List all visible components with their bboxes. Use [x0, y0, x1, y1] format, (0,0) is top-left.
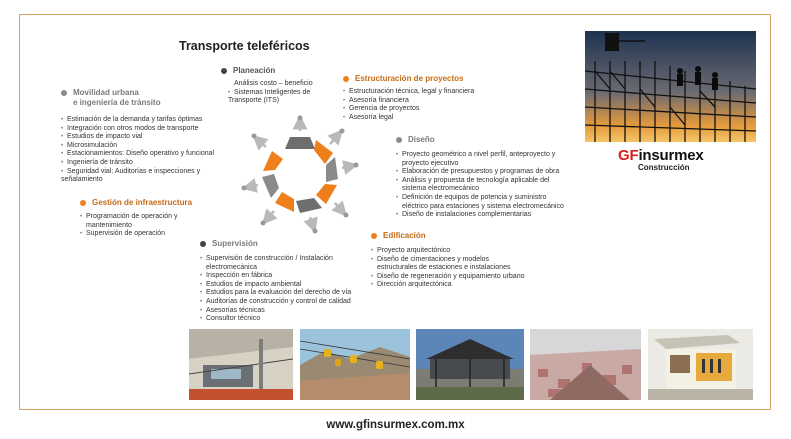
list-item: proyecto ejecutivo — [402, 159, 459, 167]
construction-photo — [585, 31, 756, 142]
list-item: • Estacionamientos: Diseño operativo y funcional — [61, 150, 241, 159]
service-cycle-diagram — [238, 113, 362, 237]
list-item: • Auditorías de construcción y control de calidad — [200, 298, 370, 307]
photo-cable-car-station — [189, 329, 293, 400]
section-diseno — [396, 135, 586, 220]
list-item: • Proyecto geométrico a nivel perfil, anteproyecto y — [396, 151, 586, 160]
list-item: Transporte (ITS) — [228, 97, 280, 105]
bullet-dot-icon — [80, 200, 86, 206]
list-item: • Integración con otros modos de transporte — [61, 125, 241, 134]
list-item: • Supervisión de construcción / Instalación — [200, 255, 370, 264]
list-item: • Diseño de instalaciones complementarias — [396, 211, 586, 220]
company-logo — [618, 147, 738, 172]
list-item: • Estructuración técnica, legal y financiera — [343, 88, 543, 97]
section-heading: Edificación — [383, 231, 426, 240]
list-item: • Inspección en fábrica — [200, 272, 370, 281]
bullet-dot-icon — [371, 233, 377, 239]
photo-cable-cars-city — [300, 329, 410, 400]
list-item: • Elaboración de presupuestos y programas de obra — [396, 168, 586, 177]
list-item: • Estimación de la demanda y tarifas óptimas — [61, 116, 241, 125]
list-item: • Estudios para la evaluación del derecho de vía — [200, 289, 370, 298]
list-item: • Programación de operación y — [80, 213, 210, 222]
arrow-tip-dots — [242, 116, 359, 234]
section-heading: Planeación — [233, 66, 276, 75]
logo-brand-prefix: GF — [618, 147, 639, 164]
section-supervision — [200, 239, 370, 324]
photo-aerial-city — [530, 329, 641, 400]
list-item: señalamiento — [61, 176, 103, 184]
list-item: • Microsimulación — [61, 142, 241, 151]
ring-segments — [262, 137, 338, 213]
section-heading-line1: Movilidad urbana — [73, 88, 139, 97]
list-item: • Asesoría financiera — [343, 97, 543, 106]
list-item: • Dirección arquitectónica — [371, 281, 551, 290]
footer-website-link[interactable]: www.gfinsurmex.com.mx — [326, 419, 465, 431]
list-item: • Sistemas Inteligentes de — [228, 89, 341, 98]
list-item: eléctrico para estaciones y sistema electromecánico — [402, 202, 564, 210]
bullet-dot-icon — [221, 68, 227, 74]
section-estructuracion — [343, 74, 543, 122]
section-gestion — [80, 198, 210, 239]
list-item: • Estudios de impacto ambiental — [200, 281, 370, 290]
section-edificacion — [371, 231, 551, 290]
bullet-dot-icon — [343, 76, 349, 82]
list-item: • Ingeniería de tránsito — [61, 159, 241, 168]
list-item: • Seguridad vial: Auditorías e inspecciones y — [61, 168, 241, 177]
bullet-dot-icon — [396, 137, 402, 143]
list-item: • Consultor técnico — [200, 315, 370, 324]
list-item: Análisis costo – beneficio — [234, 80, 313, 87]
logo-brand-rest: insurmex — [638, 147, 704, 164]
bullet-dot-icon — [61, 90, 67, 96]
list-item: • Diseño de regeneración y equipamiento urbano — [371, 273, 551, 282]
list-item: mantenimiento — [86, 221, 132, 229]
section-heading: Diseño — [408, 135, 435, 144]
bullet-dot-icon — [200, 241, 206, 247]
photo-station-structure — [416, 329, 524, 400]
list-item: sistema electromecánico — [402, 185, 480, 193]
section-heading: Gestión de infraestructura — [92, 198, 193, 207]
list-item: • Supervisión de operación — [80, 230, 210, 239]
section-heading: Estructuración de proyectos — [355, 74, 464, 83]
section-movilidad — [61, 88, 241, 185]
photo-station-building — [648, 329, 753, 400]
list-item: • Análisis y propuesta de tecnología aplicable del — [396, 177, 586, 186]
list-item: • Estudios de impacto vial — [61, 133, 241, 142]
list-item: • Proyecto arquitectónico — [371, 247, 551, 256]
list-item: estructurales de estaciones e instalaciones — [377, 264, 511, 272]
list-item: • Asesorías técnicas — [200, 307, 370, 316]
section-heading: Supervisión — [212, 239, 258, 248]
list-item: • Gerencia de proyectos — [343, 105, 543, 114]
logo-subtitle: Construcción — [638, 163, 690, 172]
list-item: electromecánica — [206, 263, 257, 271]
list-item: • Diseño de cimentaciones y modelos — [371, 256, 551, 265]
list-item: • Definición de equipos de potencia y suministro — [396, 194, 586, 203]
list-item: • Asesoría legal — [343, 114, 543, 123]
page-title: Transporte teleféricos — [179, 39, 310, 53]
section-heading-line2: e ingeniería de tránsito — [73, 98, 161, 107]
